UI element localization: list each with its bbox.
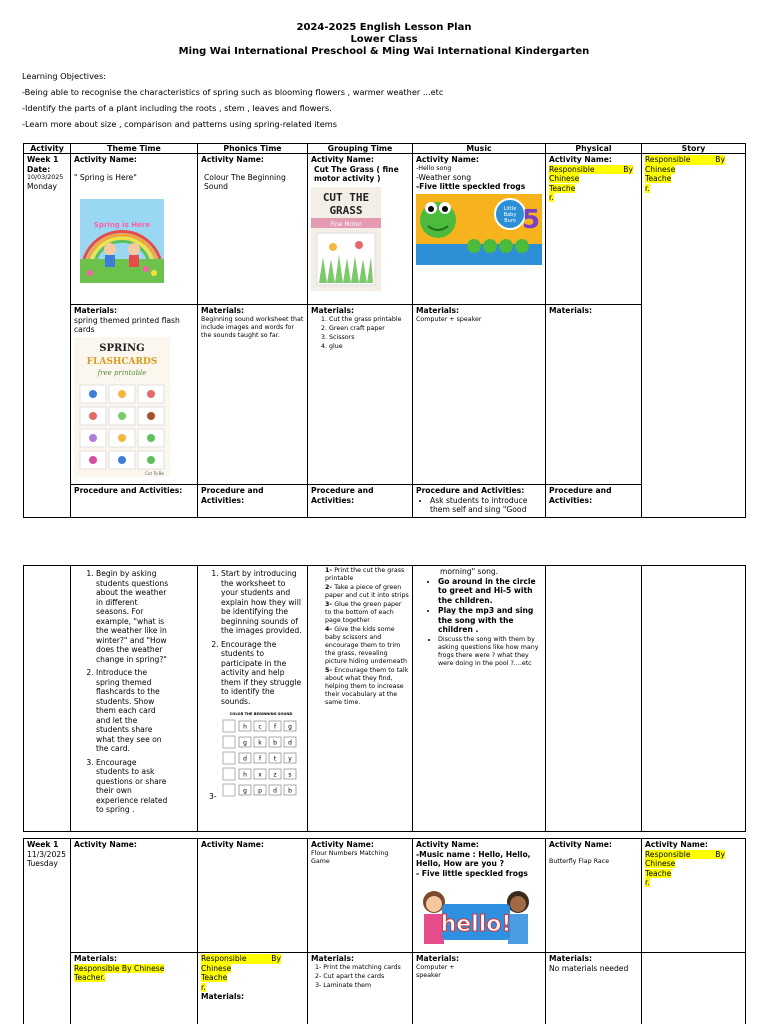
activity-name-label: Activity Name:: [74, 155, 137, 164]
cut-grass-craft-icon: [311, 187, 381, 291]
list-item: 1- Print the cut the grass printable: [325, 567, 405, 582]
physical-procedure-cell: [546, 485, 642, 518]
resp-word: Teache: [549, 183, 576, 193]
grouping-activity-cell: [308, 839, 413, 953]
grouping-procedure-cell: [308, 485, 413, 518]
list-item: • Play the mp3 and sing the song with the children .: [438, 606, 542, 635]
col-header-physical: Physical: [546, 144, 642, 154]
resp-word: Responsible: [201, 954, 247, 963]
flash-title-1: SPRING: [99, 342, 145, 354]
materials-label: Materials:: [311, 306, 355, 315]
grouping-activity-name: Cut The Grass ( fine motor activity ): [314, 164, 399, 183]
worksheet-letter: p: [258, 787, 262, 795]
flash-title-3: free printable: [97, 368, 147, 377]
grouping-materials-cell: [308, 953, 413, 1024]
resp-word: r.: [201, 982, 206, 992]
story-activity-cell: [642, 839, 746, 953]
frogs-video-thumbnail-icon: [416, 194, 542, 265]
day-cell-monday: [24, 154, 71, 518]
grouping-activity-name: Flour Numbers Matching Game: [311, 849, 389, 865]
hello-image-text: hello!: [440, 912, 512, 937]
theme-materials-text: Responsible By Chinese Teacher.: [74, 963, 165, 982]
worksheet-letter: h: [243, 723, 247, 731]
materials-label: Materials:: [311, 954, 355, 963]
music-procedure-list: [416, 496, 542, 515]
list-item: 4. glue: [329, 343, 409, 351]
list-item: 3- Laminate them: [315, 981, 372, 989]
music-materials-text: Computer + speaker: [416, 963, 455, 979]
col-header-grouping: Grouping Time: [308, 144, 413, 154]
thumbnail-number: 5: [521, 204, 541, 235]
music-song-weather: -Weather song: [416, 172, 472, 182]
resp-word: Teache: [645, 868, 672, 878]
list-item: 2- Take a piece of green paper and cut it into strips: [325, 584, 409, 599]
procedure-label-part: Procedure and: [549, 486, 612, 495]
list-item: 2. Introduce the spring themed flashcards to the students. Show them each card and let the students share what they see on the card.: [96, 668, 170, 754]
music-materials-text: Computer + speaker: [416, 315, 482, 323]
theme-activity-cell: [71, 839, 198, 953]
col-header-activity: Activity: [24, 144, 71, 154]
story-materials-cell: [642, 953, 746, 1024]
materials-row: [24, 953, 746, 1024]
list-item: 1- Print the matching cards: [315, 963, 401, 971]
spring-is-here-image: [80, 199, 164, 283]
worksheet-letter: z: [273, 771, 277, 779]
column-header-row: [24, 144, 746, 154]
resp-word: Responsible: [549, 164, 595, 174]
header-title: 2024-2025 English Lesson Plan: [296, 22, 472, 33]
resp-word: Chinese: [645, 164, 676, 174]
cut-grass-title-1: CUT THE: [322, 190, 370, 204]
day-cell-empty: [24, 566, 71, 832]
weekday: Tuesday: [27, 859, 58, 868]
theme-procedure-cell: [71, 485, 198, 518]
procedure-row: [24, 485, 746, 518]
date-value: 11/3/2025: [27, 849, 66, 859]
lesson-table-tuesday: [23, 838, 746, 1024]
theme-procedure-list: [74, 569, 170, 815]
list-item: 2. Encourage the students to participate in the activity and help them if they struggle to identify the sounds.: [221, 640, 304, 707]
music-song-frogs: - Five little speckled frogs: [416, 868, 528, 878]
worksheet-letter: f: [273, 723, 277, 731]
flashcards-printable-icon: [74, 337, 170, 477]
grouping-materials-list: [311, 316, 409, 351]
cut-grass-title-2: GRASS: [329, 203, 363, 217]
badge-line-1: Little: [503, 205, 517, 212]
story-procedure-continued: [642, 566, 746, 832]
phonics-responsible: [201, 954, 281, 992]
worksheet-letter: b: [288, 787, 292, 795]
objective-item: -Learn more about size , comparison and patterns using spring-related items: [22, 119, 338, 129]
music-materials-cell: [413, 953, 546, 1024]
spring-flashcards-image: [74, 337, 170, 477]
materials-label: Materials:: [416, 954, 460, 963]
activity-name-label: Activity Name:: [416, 840, 479, 849]
theme-activity-name: " Spring is Here": [74, 172, 137, 182]
worksheet-letter: t: [273, 755, 277, 763]
cut-grass-subtitle: Fine Motor: [330, 220, 362, 228]
worksheet-letter: h: [243, 771, 247, 779]
grouping-procedure-continued: [308, 566, 413, 832]
story-responsible: [645, 155, 725, 193]
badge-line-2: Baby: [503, 211, 517, 218]
list-item: 3- Glue the green paper to the bottom of each page together: [325, 601, 402, 624]
resp-word: By: [623, 164, 633, 174]
list-item: 1. Cut the grass printable: [329, 316, 409, 324]
materials-label: Materials:: [201, 992, 245, 1001]
worksheet-letter: k: [258, 739, 262, 747]
list-item: 1. Start by introducing the worksheet to your students and explain how they will be identifying the beginning sounds of the images provided.: [221, 569, 304, 636]
phonics-materials-cell: [198, 305, 308, 485]
physical-materials-cell: [546, 953, 642, 1024]
grouping-activity-cell: [308, 154, 413, 305]
music-continued-text: morning" song.: [440, 567, 499, 576]
theme-procedure-continued: [71, 566, 198, 832]
story-responsible: [645, 850, 725, 888]
day-cell-tuesday: [24, 839, 71, 1024]
worksheet-letter: y: [288, 755, 292, 763]
resp-word: By: [715, 155, 725, 164]
activity-name-label: Activity Name:: [201, 840, 264, 849]
music-song-frogs: -Five little speckled frogs: [416, 182, 526, 191]
five-little-frogs-image: [416, 194, 542, 265]
date-label: Date:: [27, 164, 51, 174]
phonics-procedure-cell: [198, 485, 308, 518]
worksheet-letter: x: [258, 771, 262, 779]
theme-materials-text: spring themed printed flash cards: [74, 315, 180, 334]
header-school: Ming Wai International Preschool & Ming Wai International Kindergarten: [178, 46, 590, 57]
resp-word: r.: [645, 183, 650, 193]
resp-word: By: [271, 954, 281, 963]
objectives-title: Learning Objectives:: [22, 71, 106, 81]
theme-materials-cell: [71, 953, 198, 1024]
procedure-label: [549, 486, 638, 496]
week-label: Week 1: [27, 155, 59, 164]
phonics-activity-name: Colour The Beginning Sound: [204, 172, 286, 191]
worksheet-letter: g: [243, 787, 247, 795]
worksheet-picture: [223, 768, 235, 780]
activity-name-label: Activity Name:: [311, 840, 374, 849]
col-header-music: Music: [413, 144, 546, 154]
flash-title-2: FLASHCARDS: [86, 356, 158, 367]
resp-word: By: [715, 849, 725, 859]
phonics-item-3: 3-: [209, 792, 217, 801]
hello-kids-icon: [416, 880, 536, 944]
spring-illustration-icon: [80, 199, 164, 283]
worksheet-picture: [223, 784, 235, 796]
worksheet-letter: d: [288, 739, 292, 747]
list-item: • Ask students to introduce them self and sing "Good: [430, 496, 542, 515]
col-header-theme: Theme Time: [71, 144, 198, 154]
procedure-label: Procedure and Activities:: [416, 486, 525, 495]
list-item: • Discuss the song with them by asking questions like how many frogs there were ? what they were doing in the pool ?....etc: [438, 636, 542, 668]
phonics-materials-cell: [198, 953, 308, 1024]
physical-activity-cell: [546, 839, 642, 953]
grouping-materials-cell: [308, 305, 413, 485]
music-song-hello: -Hello song: [416, 164, 452, 172]
physical-responsible: [549, 165, 633, 203]
physical-materials-text: No materials needed: [549, 963, 629, 973]
worksheet-title: COLOR THE BEGINNING SOUND: [229, 712, 293, 716]
procedure-label-part: Activities:: [549, 495, 593, 505]
worksheet-letter: g: [243, 739, 247, 747]
theme-activity-cell: [71, 154, 198, 305]
phonics-materials-text: Beginning sound worksheet that include images and words for the sounds taught so far.: [201, 315, 304, 339]
resp-word: Chinese: [549, 174, 580, 183]
phonics-procedure-list: [201, 569, 304, 706]
resp-word: Teache: [201, 973, 228, 982]
lesson-table-monday-continued: [23, 565, 746, 832]
weekday: Monday: [27, 182, 57, 191]
activity-name-label: Activity Name:: [311, 155, 374, 164]
activity-name-row: [24, 839, 746, 953]
music-procedure-cell: [413, 485, 546, 518]
list-item: 1. Begin by asking students questions about the weather in different seasons. For example, "what is the weather like in winter?" and "How does the weather change in spring?": [96, 569, 170, 664]
worksheet-letter: c: [258, 723, 262, 731]
procedure-label: Procedure and Activities:: [311, 486, 374, 505]
music-materials-cell: [413, 305, 546, 485]
materials-label: Materials:: [549, 954, 593, 963]
col-header-story: Story: [642, 144, 746, 154]
resp-word: Chinese: [645, 859, 676, 868]
procedure-label: Procedure and Activities:: [201, 486, 264, 505]
hello-song-image: [416, 880, 536, 944]
physical-activity-name: Butterfly Flap Race: [549, 857, 610, 865]
worksheet-picture: [223, 752, 235, 764]
worksheet-letter: g: [288, 723, 292, 731]
grouping-materials-list: [311, 964, 409, 990]
lesson-table-monday: [23, 143, 746, 518]
music-activity-cell: [413, 154, 546, 305]
procedure-continued-row: [24, 566, 746, 832]
spring-image-title: Spring is Here: [93, 221, 151, 229]
materials-row: [24, 305, 746, 485]
phonics-activity-cell: [198, 154, 308, 305]
activity-name-label: Activity Name:: [201, 155, 264, 164]
worksheet-grid: [221, 710, 301, 802]
worksheet-letter: d: [243, 755, 247, 763]
materials-label: Materials:: [416, 306, 460, 315]
grouping-procedure-list: [311, 567, 409, 707]
story-cell-monday: [642, 154, 746, 518]
resp-word: Responsible: [645, 849, 691, 859]
resp-word: Chinese: [201, 963, 232, 973]
resp-word: r.: [549, 193, 554, 202]
badge-line-3: Bum: [504, 217, 516, 224]
materials-label: Materials:: [549, 306, 593, 315]
header-class: Lower Class: [350, 34, 418, 45]
worksheet-letter: s: [288, 771, 292, 779]
phonics-procedure-continued: [198, 566, 308, 832]
physical-procedure-continued: [546, 566, 642, 832]
worksheet-letter: b: [273, 739, 277, 747]
materials-label: Materials:: [201, 306, 245, 315]
resp-word: Responsible: [645, 155, 691, 164]
list-item: 3. Scissors: [329, 334, 409, 342]
objective-item: -Identify the parts of a plant including the roots , stem , leaves and flowers.: [22, 103, 332, 113]
date-value: 10/03/2025: [27, 174, 64, 181]
cut-the-grass-image: [311, 187, 381, 291]
music-procedure-continued: [413, 566, 546, 832]
list-item: 3. Encourage students to ask questions or share their own experience related to spring .: [96, 758, 170, 815]
activity-name-label: Activity Name:: [74, 840, 137, 849]
week-label: Week 1: [27, 840, 59, 849]
activity-name-label: Activity Name:: [549, 840, 612, 849]
learning-objectives: [22, 71, 742, 135]
music-procedure-list: [416, 577, 542, 668]
list-item: 2- Cut apart the cards: [315, 972, 385, 980]
worksheet-letter: d: [273, 787, 277, 795]
materials-label: Materials:: [74, 954, 118, 963]
theme-materials-cell: [71, 305, 198, 485]
list-item: 4- Give the kids some baby scissors and encourage them to trim the grass, revealing picture hiding underneath: [325, 626, 407, 665]
worksheet-picture: [223, 736, 235, 748]
materials-label: Materials:: [74, 306, 118, 315]
worksheet-picture: [223, 720, 235, 732]
music-name: -Music name : Hello, Hello, Hello, How are you ?: [416, 849, 531, 868]
resp-word: Teache: [645, 174, 672, 183]
col-header-phonics: Phonics Time: [198, 144, 308, 154]
list-item: 5- Encourage them to talk about what they find, helping them to increase their vocabulary at the same time.: [325, 667, 409, 706]
activity-name-label: Activity Name:: [549, 155, 612, 164]
procedure-label: Procedure and Activities:: [74, 486, 183, 495]
objective-item: -Being able to recognise the characteristics of spring such as blooming flowers , warmer weather ...etc: [22, 87, 444, 97]
worksheet-letter: f: [258, 755, 262, 763]
flash-footer: Cut To Be: [145, 470, 164, 476]
activity-name-label: Activity Name:: [416, 155, 479, 164]
music-activity-cell: [413, 839, 546, 953]
physical-activity-cell: [546, 154, 642, 305]
beginning-sound-worksheet: [201, 710, 304, 802]
list-item: 2. Green craft paper: [329, 325, 409, 333]
resp-word: r.: [645, 878, 650, 887]
phonics-activity-cell: [198, 839, 308, 953]
activity-name-row: [24, 154, 746, 305]
list-item: • Go around in the circle to greet and Hi-5 with the children.: [438, 577, 542, 606]
document-header: [0, 22, 768, 58]
activity-name-label: Activity Name:: [645, 840, 708, 849]
physical-materials-cell: [546, 305, 642, 485]
